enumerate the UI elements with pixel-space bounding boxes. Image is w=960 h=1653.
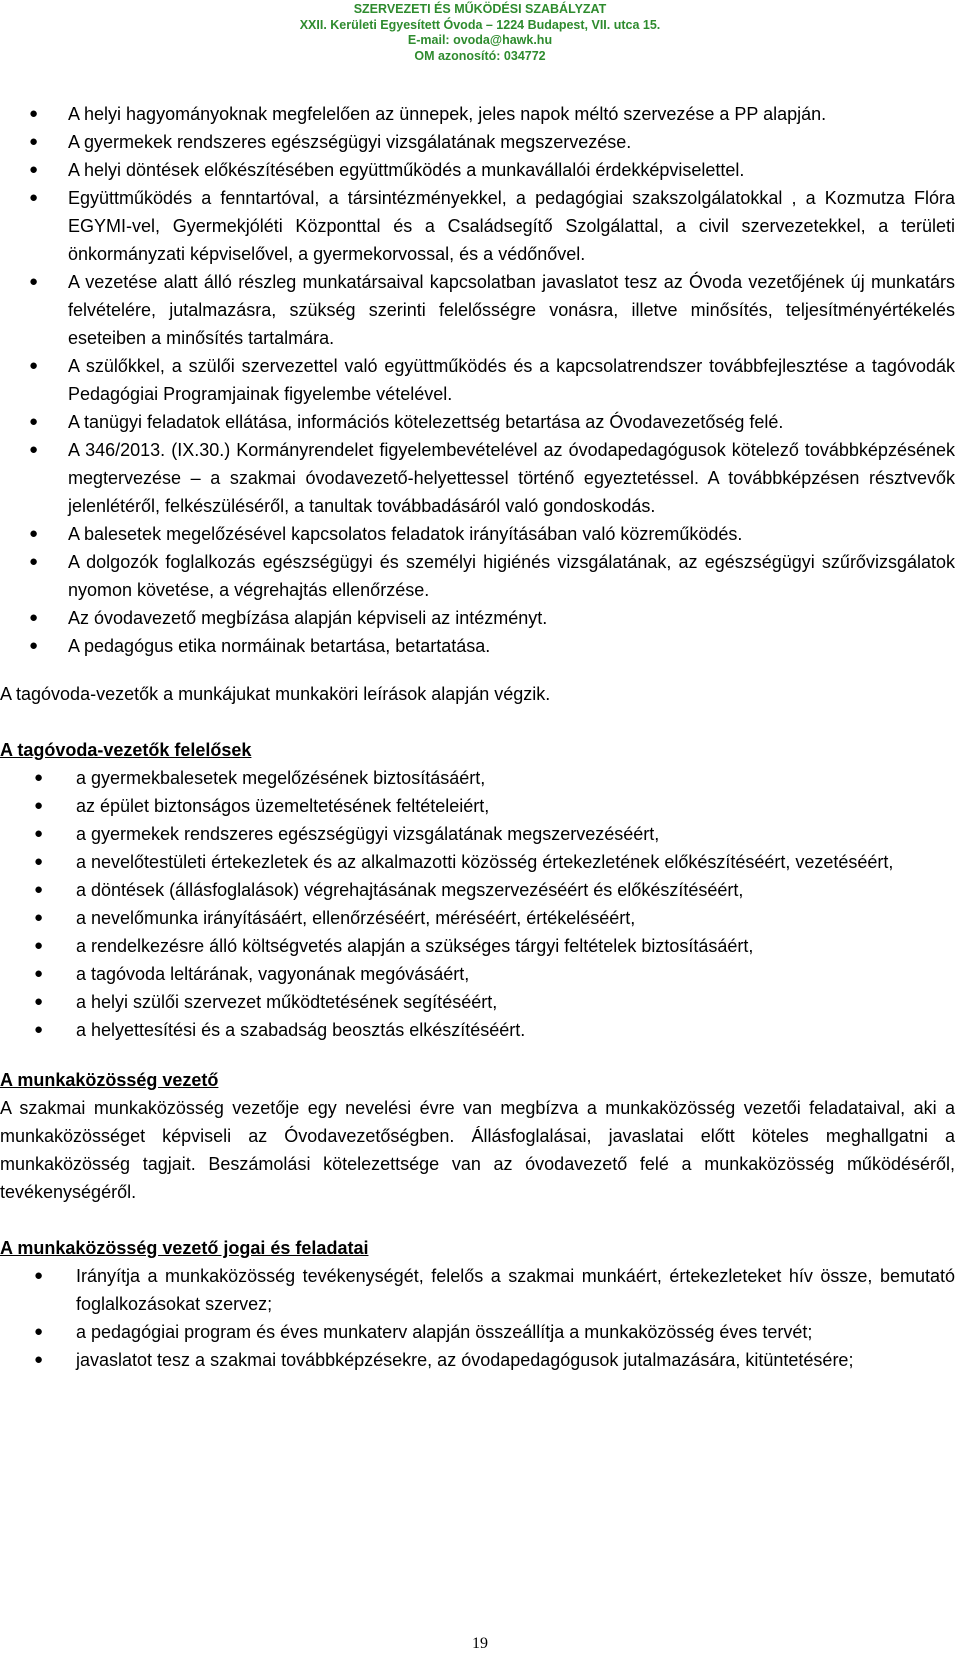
bullet-icon: ● bbox=[34, 909, 44, 926]
document-body bbox=[0, 100, 960, 1374]
list-item: ● Irányítja a munkaközösség tevékenységét, felelős a szakmai munkáért, értekezleteket hív össze, bemutató foglalkozásokat szervez; bbox=[0, 1262, 960, 1318]
bullet-icon: ● bbox=[29, 273, 39, 290]
list-item: ● A helyi döntések előkészítésében együttműködés a munkavállalói érdekképviselettel. bbox=[0, 156, 960, 184]
bullet-icon: ● bbox=[34, 1351, 44, 1368]
list-item: ● a helyettesítési és a szabadság beosztás elkészítéséért. bbox=[0, 1016, 960, 1044]
list-item: ● a tagóvoda leltárának, vagyonának megóvásáért, bbox=[0, 960, 960, 988]
header-title: SZERVEZETI ÉS MŰKÖDÉSI SZABÁLYZAT bbox=[353, 2, 607, 16]
list-item: ● az épület biztonságos üzemeltetésének feltételeiért, bbox=[0, 792, 960, 820]
list-item: ● Az óvodavezető megbízása alapján képviseli az intézményt. bbox=[0, 604, 960, 632]
list-item: ● A vezetése alatt álló részleg munkatársaival kapcsolatban javaslatot tesz az Óvoda vezetőjének új munkatárs felvételére, jutalmazásra, szükség szerinti felelősségre vonásra, illetve minősítés, teljesítményértékelés eseteiben a minősítés tartalmára. bbox=[0, 268, 960, 352]
duties-list bbox=[0, 100, 960, 660]
bullet-icon: ● bbox=[29, 637, 39, 654]
list-item: ● A szülőkkel, a szülői szervezettel való együttműködés és a kapcsolatrendszer továbbfejlesztése a tagóvodák Pedagógiai Programjainak figyelembe vételével. bbox=[0, 352, 960, 408]
list-item: ● A helyi hagyományoknak megfelelően az ünnepek, jeles napok méltó szervezése a PP alapján. bbox=[0, 100, 960, 128]
list-item: ● a gyermekbalesetek megelőzésének biztosításáért, bbox=[0, 764, 960, 792]
list-item: ● A gyermekek rendszeres egészségügyi vizsgálatának megszervezése. bbox=[0, 128, 960, 156]
bullet-icon: ● bbox=[34, 769, 44, 786]
responsibilities-list bbox=[0, 764, 960, 1044]
list-item: ● a nevelőtestületi értekezletek és az alkalmazotti közösség értekezletének előkészítéséért, vezetéséért, bbox=[0, 848, 960, 876]
bullet-icon: ● bbox=[29, 413, 39, 430]
bullet-icon: ● bbox=[29, 609, 39, 626]
header-institution: XXII. Kerületi Egyesített Óvoda – 1224 Budapest, VII. utca 15. bbox=[299, 17, 661, 32]
list-item: ● A tanügyi feladatok ellátása, információs kötelezettség betartása az Óvodavezetőség felé. bbox=[0, 408, 960, 436]
page-number: 19 bbox=[472, 1635, 488, 1652]
bullet-icon: ● bbox=[34, 1021, 44, 1038]
bullet-icon: ● bbox=[34, 937, 44, 954]
list-item: ● A 346/2013. (IX.30.) Kormányrendelet figyelembevételével az óvodapedagógusok kötelező továbbképzésének megtervezése – a szakmai óvodavezető-helyettessel történő egyeztetéssel. A továbbképzésen résztvevők jelenlétéről, felkészüléséről, a tanultak továbbadásáról való gondoskodás. bbox=[0, 436, 960, 520]
section-heading-rights-duties: A munkaközösség vezető jogai és feladatai bbox=[0, 1238, 369, 1258]
list-item: ● a nevelőmunka irányításáért, ellenőrzéséért, méréséért, értékeléséért, bbox=[0, 904, 960, 932]
bullet-icon: ● bbox=[34, 965, 44, 982]
bullet-icon: ● bbox=[34, 825, 44, 842]
bullet-icon: ● bbox=[34, 881, 44, 898]
bullet-icon: ● bbox=[29, 105, 39, 122]
bullet-icon: ● bbox=[34, 797, 44, 814]
list-item: ● a helyi szülői szervezet működtetésének segítéséért, bbox=[0, 988, 960, 1016]
section-heading-munkakozosseg-vezeto: A munkaközösség vezető bbox=[0, 1070, 219, 1090]
list-item: ● A balesetek megelőzésével kapcsolatos feladatok irányításában való közreműködés. bbox=[0, 520, 960, 548]
bullet-icon: ● bbox=[29, 525, 39, 542]
bullet-icon: ● bbox=[29, 189, 39, 206]
bullet-icon: ● bbox=[34, 1267, 44, 1284]
list-item: ● A pedagógus etika normáinak betartása, betartatása. bbox=[0, 632, 960, 660]
bullet-icon: ● bbox=[29, 161, 39, 178]
bullet-icon: ● bbox=[34, 1323, 44, 1340]
list-item: ● A dolgozók foglalkozás egészségügyi és személyi higiénés vizsgálatának, az egészségügyi szűrővizsgálatok nyomon követése, a végrehajtás ellenőrzése. bbox=[0, 548, 960, 604]
paragraph-tagovoda-vezetok: A tagóvoda-vezetők a munkájukat munkaköri leírások alapján végzik. bbox=[0, 684, 551, 704]
header-om-id: OM azonosító: 034772 bbox=[414, 48, 546, 63]
section-heading-responsibilities: A tagóvoda-vezetők felelősek bbox=[0, 740, 252, 760]
list-item: ● Együttműködés a fenntartóval, a társintézményekkel, a pedagógiai szakszolgálatokkal , a Kozmutza Flóra EGYMI-vel, Gyermekjóléti Központtal és a Családsegítő Szolgálattal, a civil szervezetekkel, a területi önkormányzati képviselővel, a gyermekorvossal, és a védőnővel. bbox=[0, 184, 960, 268]
paragraph-munkakozosseg-vezeto: A szakmai munkaközösség vezetője egy nevelési évre van megbízva a munkaközösség vezetői feladataival, aki a munkaközösséget képviseli az Óvodavezetőségben. Állásfoglalásai, javaslatai előtt köteles meghallgatni a munkaközösség tagjait. Beszámolási kötelezettsége van az óvodavezető felé a munkaközösség működéséről, tevékenységéről. bbox=[0, 1098, 955, 1202]
bullet-icon: ● bbox=[29, 357, 39, 374]
list-item: ● a gyermekek rendszeres egészségügyi vizsgálatának megszervezéséért, bbox=[0, 820, 960, 848]
header-email: E-mail: ovoda@hawk.hu bbox=[407, 33, 553, 48]
bullet-icon: ● bbox=[34, 993, 44, 1010]
bullet-icon: ● bbox=[29, 441, 39, 458]
bullet-icon: ● bbox=[34, 853, 44, 870]
rights-duties-list bbox=[0, 1262, 960, 1374]
bullet-icon: ● bbox=[29, 553, 39, 570]
list-item: ● a pedagógiai program és éves munkaterv alapján összeállítja a munkaközösség éves tervét; bbox=[0, 1318, 960, 1346]
bullet-icon: ● bbox=[29, 133, 39, 150]
list-item: ● a döntések (állásfoglalások) végrehajtásának megszervezéséért és előkészítéséért, bbox=[0, 876, 960, 904]
document-header bbox=[0, 2, 960, 64]
list-item: ● javaslatot tesz a szakmai továbbképzésekre, az óvodapedagógusok jutalmazására, kitüntetésére; bbox=[0, 1346, 960, 1374]
list-item: ● a rendelkezésre álló költségvetés alapján a szükséges tárgyi feltételek biztosításáért, bbox=[0, 932, 960, 960]
